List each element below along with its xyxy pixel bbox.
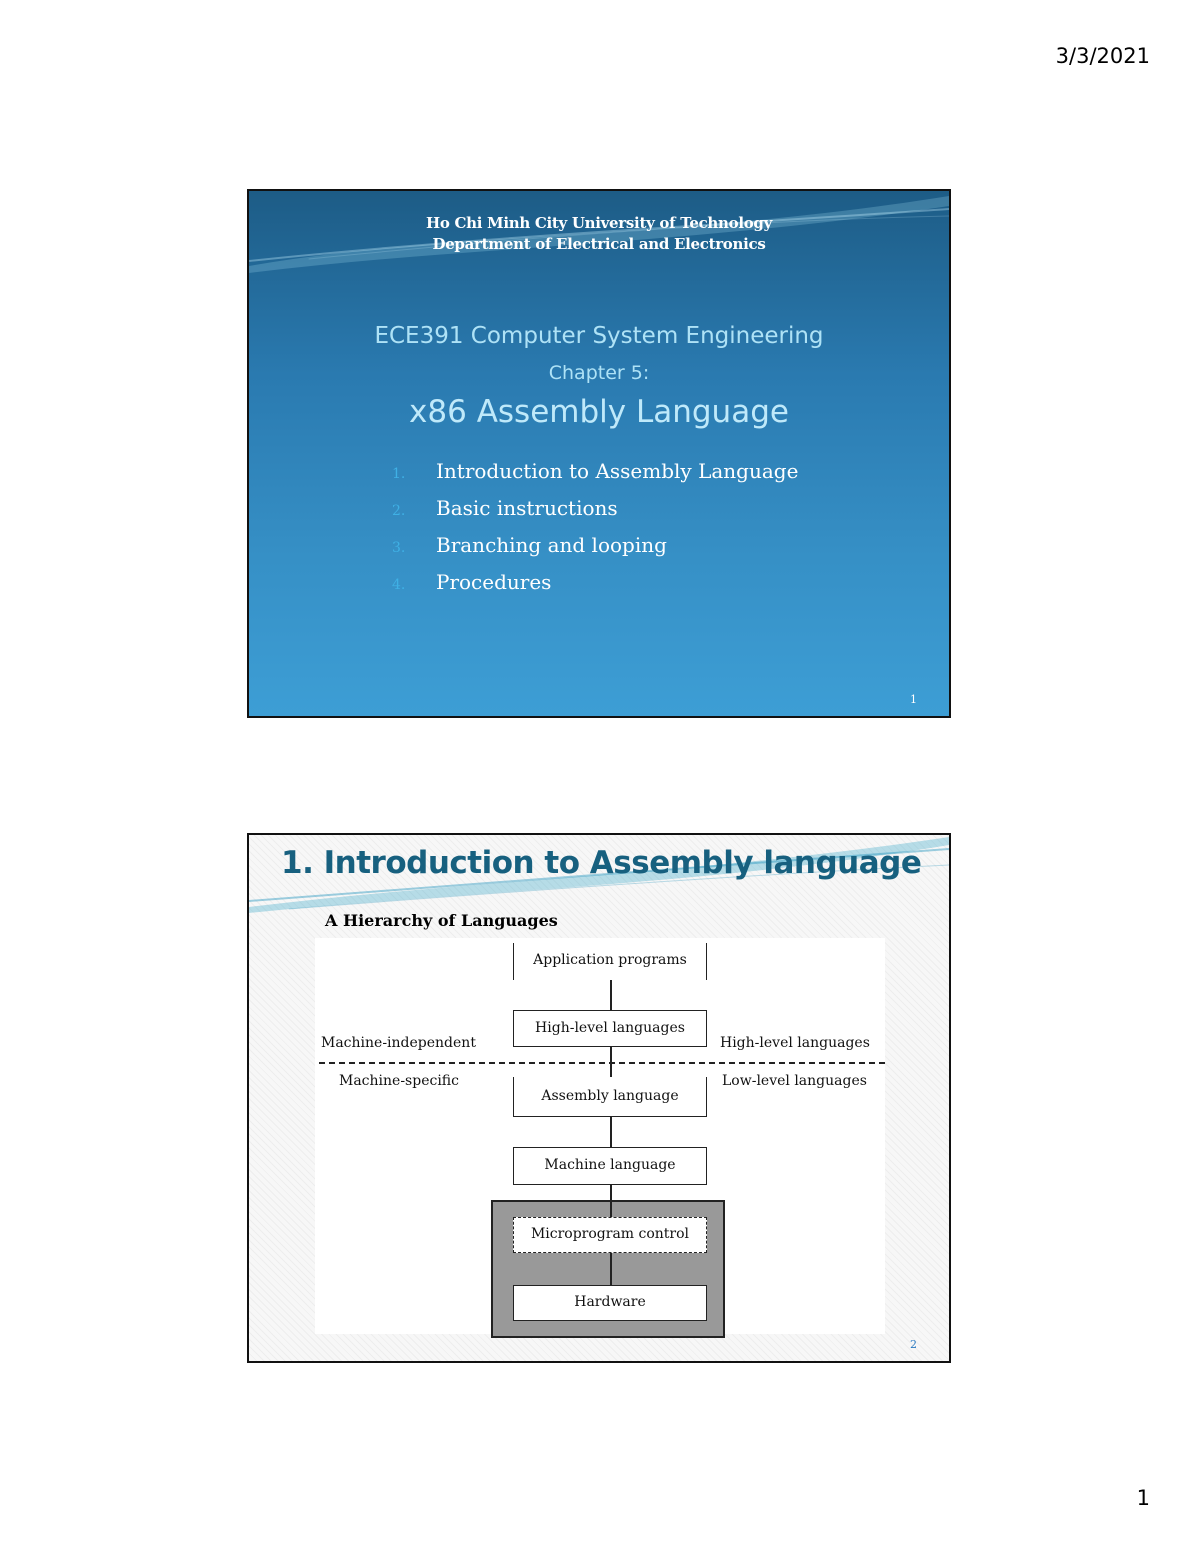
slide-number: 1 [910,693,917,706]
slide-number: 2 [910,1338,917,1351]
toc-item [392,496,798,533]
level-application-programs: Application programs [513,943,707,980]
level-machine-language: Machine language [513,1147,707,1185]
slide-subtitle: A Hierarchy of Languages [325,911,558,930]
toc-number: 1. [392,466,406,482]
department-name: Department of Electrical and Electronics [432,235,766,253]
page-number: 1 [1136,1486,1150,1510]
toc-text: Introduction to Assembly Language [436,459,799,483]
toc-item [392,570,798,607]
page-date: 3/3/2021 [1055,44,1150,68]
toc-number: 4. [392,577,406,593]
connector-line [610,1253,612,1285]
slide-2 [247,833,951,1363]
toc-text: Branching and looping [436,533,667,557]
level-assembly-language: Assembly language [513,1077,707,1117]
slide-title: x86 Assembly Language [409,394,789,430]
level-microprogram-control: Microprogram control [513,1217,707,1253]
table-of-contents [392,459,798,607]
label-machine-specific: Machine-specific [339,1073,459,1089]
connector-line [610,980,612,1010]
toc-text: Basic instructions [436,496,618,520]
level-high-level-languages: High-level languages [513,1010,707,1047]
toc-item [392,533,798,570]
slide-title: 1. Introduction to Assembly language [281,845,922,881]
label-machine-independent: Machine-independent [321,1035,476,1051]
slide-1 [247,189,951,718]
connector-line [610,1185,612,1217]
toc-number: 2. [392,503,406,519]
divider-dashed-line [319,1062,885,1064]
university-header [249,213,949,255]
course-title: ECE391 Computer System Engineering [374,323,824,349]
chapter-label: Chapter 5: [548,362,650,384]
connector-line [610,1117,612,1147]
level-hardware: Hardware [513,1285,707,1321]
toc-text: Procedures [436,570,552,594]
university-name: Ho Chi Minh City University of Technology [425,214,773,232]
label-high-level-languages: High-level languages [720,1035,870,1051]
toc-number: 3. [392,540,406,556]
label-low-level-languages: Low-level languages [722,1073,867,1089]
toc-item [392,459,798,496]
